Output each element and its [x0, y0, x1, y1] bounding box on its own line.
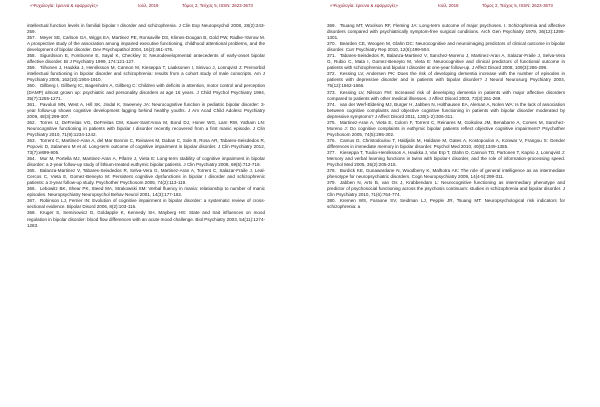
reference-number: 369. [327, 23, 336, 28]
reference-entry [27, 138, 265, 156]
reference-entry [327, 168, 565, 180]
reference-number: 372. [327, 71, 336, 77]
reference-text: Kessing LV, Andersen PK: Does the risk of developing dementia increase with the number of episodes in patients with depressive disorder and in patients with bipolar disorder? J Neurol Neurosurg Psychiatry 2004, 75(12):1662-1666. [327, 71, 565, 89]
reference-entry [27, 102, 265, 120]
reference-text: intellectual function levels in familial bipolar I disorder and schizophrenia. J Clin Exp Neuropsychol 2008, 28(2):243-259. [27, 23, 265, 35]
reference-number: 359. [27, 65, 36, 71]
reference-entry [327, 138, 565, 150]
reference-text: Tiihonen J, Haukka J, Henriksson M, Cannon M, Kieseppa T, Laaksonen I, Sinivuo J, Lonnqvist J: Premorbid intellectual functioning in bipolar disorder and schizophrenia: results from a cohort study of male conscripts. Am J Psychiatry 2005, 162(10):1904-1910. [27, 65, 265, 83]
reference-text: Kremen WS, Faraone SV, Seidman LJ, Pepple JR, Tsuang MT: Neuropsychological risk indicators for schizophrenia: a [327, 198, 565, 210]
header-volume-issn: Τόμος 2, Τεύχος 5, ISSN: 2623-3673 [182, 3, 253, 8]
reference-text: Tabares-Seisdedos R, Balanza-Martinez V, Sanchez-Moreno J, Martinez-Aran A, Salazar-Fraile J, Selva-Vera G, Rubio C, Mata I, Gomez-Beneyto M, Vieta E: Neurocognitive and clinical predictors of functional outcome in patients with schizophrenia and bipolar I disorder at one-year follow-up. J Affect Disord 2008, 109(3):286-299. [327, 53, 565, 71]
header-date: Ιούλ, 2019 [138, 3, 159, 8]
reference-text: Robinson LJ, Ferrier IN: Evolution of cognitive impairment in bipolar disorder: a systematic review of cross-sectional evidence. Bipolar Disord 2006, 8(2):103-116. [27, 198, 265, 210]
reference-text: Lebowitz BK, Shear PK, Steed MA, Strakowski SM: Verbal fluency in mania: relationship to number of manic episodes. Neuropsychiatry Neuropsychol Behav Neurol 2001, 14(3):177-182. [27, 186, 265, 198]
reference-number: 364. [27, 156, 36, 162]
reference-entry [327, 150, 565, 168]
reference-text: Martinez-Aran A, Vieta E, Colom F, Torrent C, Reinares M, Goikolea JM, Benabarre A, Comes M, Sanchez-Moreno J: Do cognitive complaints in euthymic bipolar patients reflect objective cognitive impairment? Psychother Psychosom 2005, 74(5):295-302. [327, 119, 565, 137]
header-volume-issn: Τόμος 2, Τεύχος 5, ISSN: 2623-3673 [482, 3, 553, 8]
reference-text: Torres IJ, DeFreitas VG, DeFreitas CM, Kauer-Sant'Anna M, Bond DJ, Honer WG, Lam RW, Yatham LN: Neurocognitive functioning in patients with bipolar I disorder recently recovered from a first manic episode. J Clin Psychiatry 2010, 71(9):1234-1242. [27, 119, 265, 137]
reference-entry [327, 198, 565, 210]
page-header [30, 3, 284, 13]
reference-number: 361. [27, 101, 36, 107]
reference-entry [27, 156, 265, 168]
reference-number: 379. [327, 180, 336, 186]
reference-text: Balanza-Martinez V, Tabares-Seisdedos R, Selva-Vera G, Martinez-Aran A, Torrent C, Salazar-Fraile J, Leal-Cercos C, Vieta E, Gomez-Beneyto M: Persistent cognitive dysfunctions in bipolar I disorder and schizophrenic patients: a 3-year follow-up study. Psychother Psychosom 2005, 74(2):113-119. [27, 168, 265, 186]
reference-number: 374. [327, 101, 336, 107]
reference-text: Kessing LV, Nilsson FM: Increased risk of developing dementia in patients with major affective disorders compared to patients with other medical illnesses. J Affect Disord 2003, 73(3):261-269. [327, 89, 565, 101]
reference-entry [27, 23, 265, 35]
reference-entry [327, 102, 565, 120]
reference-entry [27, 83, 265, 101]
reference-number: 375. [327, 119, 336, 125]
reference-entry [327, 41, 565, 53]
reference-number: 373. [327, 89, 336, 95]
reference-text: van der Werf-Eldering MJ, Burger H, Jabben N, Holthausen EA, Aleman A, Nolen WA: Is the lack of association between cognitive complaints and objective cognitive functioning in patients with bipolar disorder moderated by depressive symptoms? J Affect Disord 2011, 130(1-2):306-311. [327, 101, 565, 119]
reference-number: 363. [27, 137, 36, 143]
reference-text: Tsuang MT, Woolson RF, Fleming JA: Long-term outcome of major psychoses. I. Schizophrenia and affective disorders compared with psychiatrically symptom-free surgical conditions. Arch Gen Psychiatry 1979, 36(12):1295-1301. [327, 23, 565, 41]
reference-number: 370. [327, 41, 336, 47]
reference-entry [327, 71, 565, 89]
reference-entry [27, 210, 265, 228]
reference-list [327, 23, 565, 210]
reference-entry [327, 23, 565, 41]
reference-entry [327, 90, 565, 102]
reference-text: Camus D, Christodoulou T, Haldjalis M, Haldane M, Gates A, Kostopoulos A, Konwar V, Frangou S: Gender differences in immediate memory in bipolar disorder. Psychol Med 2010, 40(8):1349-1355. [327, 137, 565, 149]
reference-entry [27, 120, 265, 138]
reference-number: 376. [327, 137, 336, 143]
reference-number: 378. [327, 168, 336, 174]
reference-entry [27, 65, 265, 83]
reference-text: Meyer SE, Carlson GA, Wiggs EA, Martinez PE, Ronsaville DS, Klimes-Dougan B, Gold PW, Radke-Yarrow M. A prospective study of the association among impaired executive functioning, childhood attentional problems, and the development of bipolar disorder. Dev Psychopathol 2004, 16(2):461-476. [27, 35, 265, 53]
reference-number: 362. [27, 119, 36, 125]
reference-number: 366. [27, 186, 36, 192]
reference-entry [27, 198, 265, 210]
right-page [300, 0, 600, 407]
reference-number: 360. [27, 83, 36, 89]
header-date: Ιούλ, 2019 [438, 3, 459, 8]
reference-number: 380. [327, 198, 336, 204]
reference-text: Gillberg I, Gillberg IC, Bagenholm A, Gillberg C: Children with deficits in attention, motor control and perception (DAMP) almost grown up: psychiatric and personality disorders at age 16 years. J Child Psychol Psychiatry 1994, 35(7):1255-1271. [27, 83, 265, 101]
reference-entry [27, 35, 265, 53]
reference-number: 368. [27, 210, 36, 216]
reference-list [27, 23, 265, 229]
reference-entry [327, 120, 565, 138]
reference-entry [327, 180, 565, 198]
reference-text: Jabben N, Arts B, van Os J, Krabbendam L: Neurocognitive functioning as intermediary phenotype and predictor of psychosocial functioning across the psychosis continuum: studies in schizophrenia and bipolar disorder. J Clin Psychiatry 2010, 71(6):764-774. [327, 180, 565, 198]
reference-text: Kruger S, Seminowicz D, Goldapple K, Kennedy SH, Mayberg HS: State and trait influences on mood regulation in bipolar disorder: blood flow differences with an acute mood challenge. Biol Psychiatry 2003, 54(11):1274-1283. [27, 210, 265, 228]
reference-text: Mur M, Portella MJ, Martinez-Aran A, Pifarre J, Vieta E: Long-term stability of cognitive impairment in bipolar disorder: a 2-year follow-up study of lithium-treated euthymic bipolar patients. J Clin Psychiatry 2008, 69(5):712-719. [27, 156, 265, 168]
reference-entry [327, 53, 565, 71]
reference-number: 367. [27, 198, 36, 204]
reference-text: Pavuluri MN, West A, Hill SK, Jindal K, Sweeney JA: Neurocognitive function in pediatric bipolar disorder: 3-year follow-up shows cognitive development lagging behind healthy youths. J Am Acad Child Adolesc Psychiatry 2009, 48(3):299-307. [27, 101, 265, 119]
reference-text: Bearden CE, Woogen M, Glahn DC: Neurocognitive and neuroimaging predictors of clinical outcome in bipolar disorder. Curr Psychiatry Rep 2010, 12(6):499-504. [327, 41, 565, 53]
reference-entry [27, 186, 265, 198]
reference-text: Torrent C, Martinez-Aran A, del Mar Bonnin C, Reinares M, Daban C, Sole B, Rosa AR, Tabares-Seisdedos R, Popovic D, Salamero M et al: Long-term outcome of cognitive impairment in bipolar disorder. J Clin Psychiatry 2012, 73(7):e899-905. [27, 137, 265, 155]
header-journal-title: «Ψυχολογία: έρευνα & εφαρμογές» [330, 3, 399, 8]
reference-number: 357. [27, 35, 36, 41]
reference-entry [27, 53, 265, 65]
reference-text: Burdick KE, Gunawardane N, Woodberry K, Malhotra AK: The role of general intelligence as an intermediate phenotype for neuropsychiatric disorders. Cogn Neuropsychiatry 2009, 14(4-5):299-311. [327, 168, 565, 180]
reference-text: Kieseppa T, Tuulio-Henriksson A, Haukka J, Van Erp T, Glahn D, Cannon TD, Partonen T, Kaprio J, Lonnqvist J: Memory and verbal learning functions in twins with bipolar-I disorder, and the role of information-processing speed. Psychol Med 2005, 35(2):205-215. [327, 149, 565, 168]
reference-number: 365. [27, 168, 36, 174]
reference-number: 377. [327, 149, 336, 155]
reference-number: 371. [327, 53, 336, 59]
header-journal-title: «Ψυχολογία: έρευνα & εφαρμογές» [30, 3, 99, 8]
reference-text: Sigurdsson E, Fombonne E, Sayal K, Checkley S: Neurodevelopmental antecedents of early-onset bipolar affective disorder. Br J Psychiatry 1999, 174:121-127. [27, 53, 265, 65]
page-header [330, 3, 584, 13]
reference-number: 358. [27, 53, 36, 59]
reference-entry [27, 168, 265, 186]
